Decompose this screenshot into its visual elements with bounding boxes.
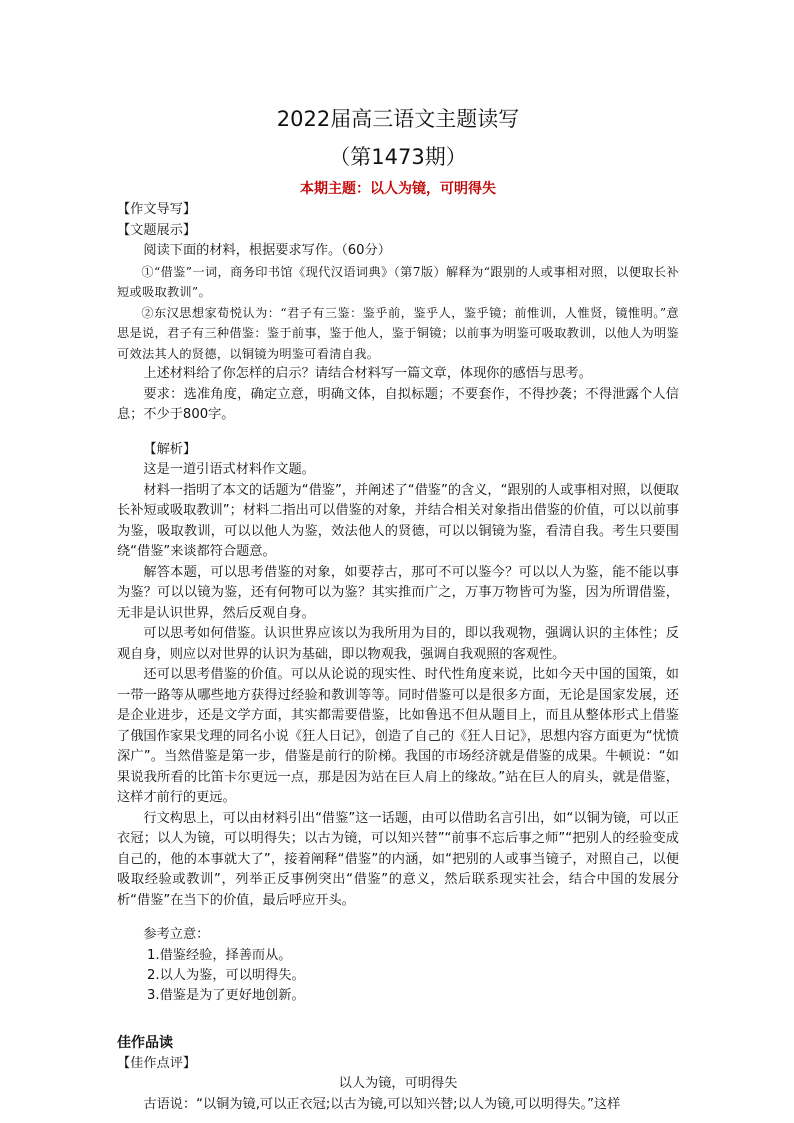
analysis-paragraph: 解答本题，可以思考借鉴的对象，如要荐古，那可不可以鉴今？可以以人为鉴，能不能以事为鉴？可以以镜为鉴，还有何物可以为鉴？其实推而广之，万事万物皆可为鉴，因为所谓借鉴，无非是认识世界，然后反观自身。 [117,564,679,621]
spacer [117,1006,679,1032]
spacer [117,426,679,440]
analysis-paragraph: 可以思考如何借鉴。认识世界应该以为我所用为目的，即以我观物，强调认识的主体性；反观自身，则应以对世界的认识为基础，即以物观我，强调自我观照的客观性。 [117,626,679,662]
document-title: 2022届高三语文主题读写 [276,107,520,131]
analysis-paragraph: 材料一指明了本文的话题为“借鉴”，并阐述了“借鉴”的含义，“跟别的人或事相对照，以便取长补短或吸取教训”；材料二指出可以借鉴的对象，并结合相关对象指出借鉴的价值，可以以前事为鉴，吸取教训，可以以他人为鉴，效法他人的贤德，可以以铜镜为鉴，看清自我。考生只要围绕“借鉴”来谈都符合题意。 [117,482,679,559]
material-1: ①“借鉴”一词，商务印书馆《现代汉语词典》（第7版）解释为“跟别的人或事相对照，以便取长补短或吸取教训”。 [117,264,679,299]
issue-number: （第1473期） [329,145,467,169]
analysis-paragraph: 还可以思考借鉴的价值。可以从论说的现实性、时代性角度来说，比如今天中国的国策，如一带一路等从哪些地方获得过经验和教训等等。同时借鉴可以是很多方面，无论是国家发展，还是企业进步，还是文学方面，其实都需要借鉴，比如鲁迅不但从题目上，而且从整体形式上借鉴了俄国作家果戈理的同名小说《狂人日记》，创造了自己的《狂人日记》，思想内容方面更为“忧愤深广”。当然借鉴是第一步，借鉴是前行的阶梯。我国的市场经济就是借鉴的成果。牛顿说：“如果说我所看的比笛卡尔更远一点，那是因为站在巨人肩上的缘故。”站在巨人的肩头，就是借鉴，这样才前行的更远。 [117,667,679,805]
essay-title: 以人为镜，可明得失 [338,1076,458,1091]
spacer [117,911,679,925]
reference-item: 3.借鉴是为了更好地创新。 [147,987,305,1003]
document-content [117,100,679,1115]
essay-first-line: 古语说：“以铜为镜,可以正衣冠;以古为镜,可以知兴替;以人为镜,可以明得失。”这样 [143,1096,621,1112]
material-2: ②东汉思想家荀悦认为：“君子有三鉴：鉴乎前，鉴乎人，鉴乎镜；前惟训，人惟贤，镜惟明。”意思是说，君子有三种借鉴：鉴于前事，鉴于他人，鉴于铜镜；以前事为明鉴可吸取教训，以他人为明鉴可效法其人的贤德，以铜镜为明鉴可看清自我。 [117,305,679,361]
section-guide-heading: 【作文导写】 [117,202,197,217]
section-prompt-heading: 【文题展示】 [117,222,197,238]
theme-heading: 本期主题：以人为镜，可明得失 [300,181,496,197]
section-analysis-heading: 【解析】 [143,441,197,457]
reference-label: 参考立意： [143,927,210,942]
requirements: 要求：选准角度，确定立意，明确文体，自拟标题；不要套作，不得抄袭；不得泄露个人信息；不少于800字。 [117,386,679,422]
reference-item: 2.以人为鉴，可以明得失。 [147,967,305,983]
prompt-question: 上述材料给了你怎样的启示？请结合材料写一篇文章，体现你的感悟与思考。 [143,366,592,381]
prompt-intro: 阅读下面的材料，根据要求写作。（60分） [143,243,391,258]
section-works-heading: 佳作品读 [117,1034,173,1051]
reference-item: 1.借鉴经验，择善而从。 [147,947,292,963]
analysis-paragraph: 这是一道引语式材料作文题。 [143,462,315,477]
section-comment-heading: 【佳作点评】 [117,1055,197,1071]
analysis-paragraph: 行文构思上，可以由材料引出“借鉴”这一话题，由可以借助名言引出，如“以铜为镜，可以正衣冠；以人为镜，可以明得失；以古为镜，可以知兴替”“前事不忘后事之师”“把别人的经验变成自己的，他的本事就大了”，接着阐释“借鉴”的内涵，如“把别的人或事当镜子，对照自己，以便吸取经验或教训”，列举正反事例突出“借鉴”的意义，然后联系现实社会，结合中国的发展分析“借鉴”在当下的价值，最后呼应开头。 [117,810,679,908]
